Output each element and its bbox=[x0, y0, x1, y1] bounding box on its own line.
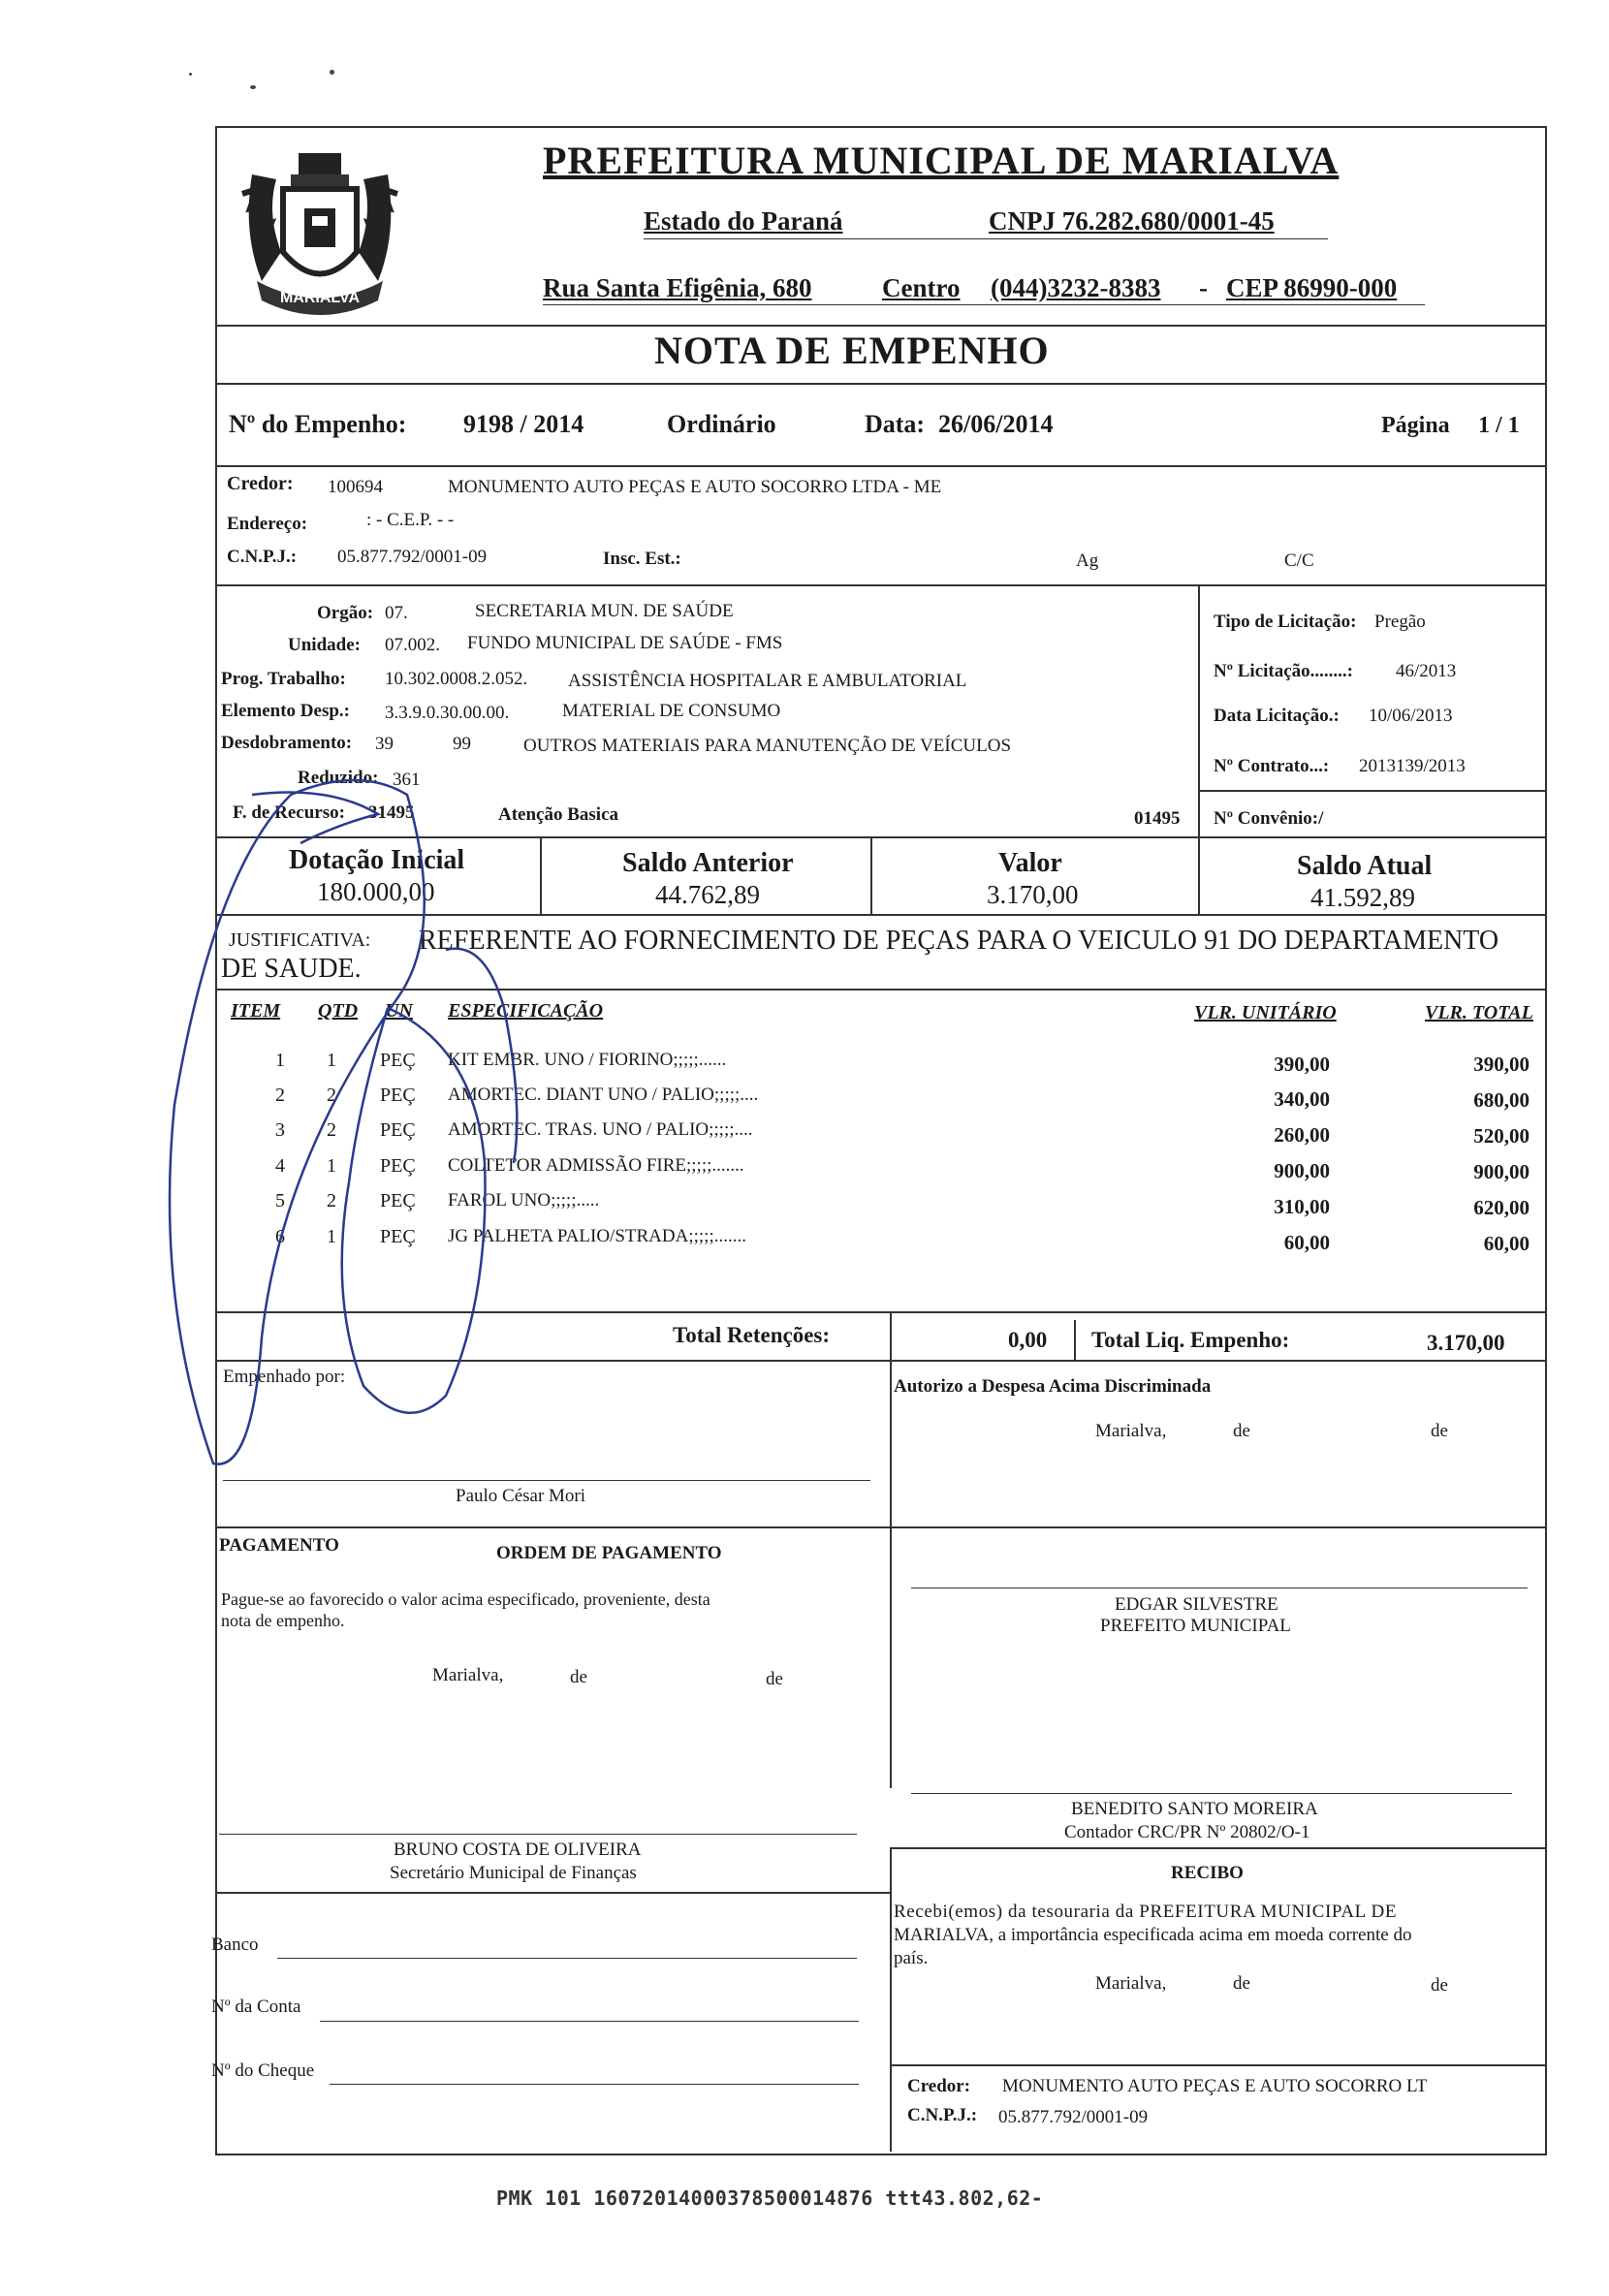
tipo-licitacao-label: Tipo de Licitação: bbox=[1214, 612, 1357, 632]
divider bbox=[215, 1311, 1545, 1313]
item-un: PEÇ bbox=[380, 1226, 416, 1247]
num-licitacao-label: Nº Licitação........: bbox=[1214, 661, 1353, 681]
col-total-value: VLR. TOTAL bbox=[1425, 1002, 1533, 1023]
item-un: PEÇ bbox=[380, 1085, 416, 1106]
num-licitacao: 46/2013 bbox=[1396, 661, 1457, 681]
address-underline bbox=[543, 304, 1425, 305]
recibo-text-1: Recebi(emos) da tesouraria da PREFEITURA MUNICIPAL DE bbox=[894, 1902, 1398, 1922]
recurso-number: 01495 bbox=[1134, 808, 1181, 829]
ag-label: Ag bbox=[1076, 550, 1099, 571]
item-un: PEÇ bbox=[380, 1155, 416, 1177]
divider bbox=[890, 2064, 1545, 2066]
pagamento-text: Pague-se ao favorecido o valor acima especificado, proveniente, desta bbox=[221, 1589, 710, 1609]
empenhado-label: Empenhado por: bbox=[223, 1367, 346, 1387]
recibo-cnpj-label: C.N.P.J.: bbox=[907, 2105, 978, 2125]
footer-code: PMK 101 16072014000378500014876 ttt43.802,62- bbox=[496, 2186, 1044, 2210]
municipality-title: PREFEITURA MUNICIPAL DE MARIALVA bbox=[543, 139, 1340, 182]
recibo-text-2: MARIALVA, a importância especificada acima em moeda corrente do bbox=[894, 1925, 1412, 1945]
item-qtd: 1 bbox=[327, 1155, 336, 1177]
elemento-name: MATERIAL DE CONSUMO bbox=[562, 701, 781, 721]
divider bbox=[215, 836, 1545, 838]
date-label: Data: bbox=[865, 410, 926, 438]
justificativa-text: REFERENTE AO FORNECIMENTO DE PEÇAS PARA O VEICULO 91 DO DEPARTAMENTO bbox=[419, 926, 1499, 956]
pagamento-text-2: nota de empenho. bbox=[221, 1611, 345, 1630]
item-total-value: 680,00 bbox=[1473, 1088, 1530, 1112]
recibo-text-3: país. bbox=[894, 1948, 929, 1968]
divider bbox=[215, 1526, 1545, 1528]
item-spec: AMORTEC. TRAS. UNO / PALIO;;;;;.... bbox=[448, 1119, 753, 1140]
credor-cnpj: 05.877.792/0001-09 bbox=[337, 547, 488, 567]
orgao-name: SECRETARIA MUN. DE SAÚDE bbox=[475, 601, 734, 621]
de-label: de bbox=[1233, 1973, 1250, 1994]
divider bbox=[540, 836, 542, 914]
credor-address: : - C.E.P. - - bbox=[366, 510, 455, 530]
col-item: ITEM bbox=[231, 1000, 281, 1022]
autorizo-text: Autorizo a Despesa Acima Discriminada bbox=[894, 1376, 1212, 1397]
cheque-line bbox=[330, 2084, 859, 2085]
secretario-title: Secretário Municipal de Finanças bbox=[390, 1863, 637, 1883]
credor-code: 100694 bbox=[328, 477, 383, 497]
divider bbox=[1074, 1320, 1076, 1361]
address-label: Rua Santa Efigênia, 680 bbox=[543, 273, 812, 302]
banco-label: Banco bbox=[211, 1934, 259, 1955]
convenio-label: Nº Convênio:/ bbox=[1214, 808, 1324, 829]
insc-label: Insc. Est.: bbox=[603, 549, 681, 569]
divider bbox=[215, 1360, 1545, 1362]
divider bbox=[1198, 790, 1545, 792]
divider bbox=[1198, 584, 1200, 836]
item-spec: COLTETOR ADMISSÃO FIRE;;;;;....... bbox=[448, 1155, 744, 1176]
divider bbox=[215, 465, 1545, 467]
cep-label: CEP 86990-000 bbox=[1226, 273, 1398, 302]
signature-line bbox=[223, 1480, 870, 1481]
empenho-date: 26/06/2014 bbox=[938, 410, 1054, 438]
item-unit-value: 310,00 bbox=[1274, 1195, 1330, 1218]
valor-value: 3.170,00 bbox=[987, 880, 1079, 909]
orgao-label: Orgão: bbox=[317, 603, 374, 623]
item-un: PEÇ bbox=[380, 1050, 416, 1071]
phone-label: (044)3232-8383 bbox=[991, 273, 1161, 302]
item-unit-value: 900,00 bbox=[1274, 1159, 1330, 1182]
credor-name: MONUMENTO AUTO PEÇAS E AUTO SOCORRO LTDA - ME bbox=[448, 477, 942, 497]
retencoes-value: 0,00 bbox=[1008, 1328, 1048, 1352]
saldo-anterior-label: Saldo Anterior bbox=[622, 848, 794, 878]
recibo-credor: MONUMENTO AUTO PEÇAS E AUTO SOCORRO LT bbox=[1002, 2076, 1428, 2096]
justificativa-label: JUSTIFICATIVA: bbox=[229, 929, 371, 951]
recurso-name: Atenção Basica bbox=[498, 804, 619, 825]
item-qtd: 2 bbox=[327, 1119, 336, 1141]
divider bbox=[870, 836, 872, 914]
cnpj-label: CNPJ 76.282.680/0001-45 bbox=[989, 206, 1275, 236]
divider bbox=[215, 1892, 890, 1894]
prefeito-name: EDGAR SILVESTRE bbox=[1115, 1594, 1278, 1615]
empenho-label: Nº do Empenho: bbox=[229, 410, 407, 438]
reduzido-value: 361 bbox=[393, 770, 421, 790]
item-spec: FAROL UNO;;;;;..... bbox=[448, 1190, 600, 1211]
prog-code: 10.302.0008.2.052. bbox=[385, 669, 528, 689]
prog-name: ASSISTÊNCIA HOSPITALAR E AMBULATORIAL bbox=[568, 671, 967, 691]
retencoes-label: Total Retenções: bbox=[673, 1323, 831, 1347]
reduzido-label: Reduzido: bbox=[298, 768, 379, 788]
cheque-label: Nº do Cheque bbox=[211, 2060, 315, 2081]
divider bbox=[215, 584, 1545, 586]
empenho-number: 9198 / 2014 bbox=[463, 410, 584, 438]
item-qtd: 1 bbox=[327, 1226, 336, 1247]
item-qtd: 2 bbox=[327, 1190, 336, 1211]
address-field-label: Endereço: bbox=[227, 514, 308, 534]
recibo-credor-label: Credor: bbox=[907, 2076, 971, 2096]
item-unit-value: 340,00 bbox=[1274, 1087, 1330, 1111]
city-label: Marialva, bbox=[1095, 1421, 1167, 1441]
dotacao-label: Dotação Inicial bbox=[289, 845, 465, 875]
divider bbox=[215, 914, 1545, 916]
city-label: Marialva, bbox=[432, 1665, 504, 1685]
saldo-atual-label: Saldo Atual bbox=[1297, 851, 1433, 881]
saldo-atual-value: 41.592,89 bbox=[1310, 883, 1415, 912]
col-spec: ESPECIFICAÇÃO bbox=[448, 1000, 604, 1022]
item-unit-value: 60,00 bbox=[1283, 1231, 1330, 1254]
scan-speck bbox=[250, 85, 256, 89]
pagamento-label: PAGAMENTO bbox=[219, 1535, 339, 1556]
justificativa-text-2: DE SAUDE. bbox=[221, 954, 362, 984]
liq-label: Total Liq. Empenho: bbox=[1091, 1328, 1290, 1352]
item-total-value: 900,00 bbox=[1473, 1160, 1530, 1183]
item-qtd: 2 bbox=[327, 1085, 336, 1106]
item-total-value: 620,00 bbox=[1473, 1196, 1530, 1219]
item-spec: JG PALHETA PALIO/STRADA;;;;;....... bbox=[448, 1226, 746, 1246]
signature-line bbox=[911, 1793, 1512, 1794]
empenho-type: Ordinário bbox=[667, 410, 776, 438]
divider bbox=[890, 1847, 1545, 1849]
valor-label: Valor bbox=[998, 848, 1062, 878]
prefeito-title: PREFEITO MUNICIPAL bbox=[1100, 1616, 1291, 1636]
de-label: de bbox=[766, 1669, 783, 1689]
cc-label: C/C bbox=[1284, 550, 1314, 571]
desdob-name: OUTROS MATERIAIS PARA MANUTENÇÃO DE VEÍCULOS bbox=[523, 736, 1012, 756]
de-label: de bbox=[1431, 1975, 1448, 1996]
divider bbox=[890, 1311, 892, 1360]
municipal-seal-icon bbox=[223, 136, 417, 330]
divider bbox=[215, 989, 1545, 991]
district-label: Centro bbox=[882, 273, 961, 302]
item-un: PEÇ bbox=[380, 1190, 416, 1211]
divider bbox=[890, 1526, 892, 1788]
divider bbox=[215, 383, 1545, 385]
liq-value: 3.170,00 bbox=[1427, 1331, 1505, 1355]
item-number: 3 bbox=[275, 1119, 285, 1141]
city-label: Marialva, bbox=[1095, 1973, 1167, 1994]
item-number: 4 bbox=[275, 1155, 285, 1177]
data-licitacao-label: Data Licitação.: bbox=[1214, 706, 1340, 726]
de-label: de bbox=[570, 1667, 587, 1687]
prog-label: Prog. Trabalho: bbox=[221, 669, 346, 689]
credor-cnpj-label: C.N.P.J.: bbox=[227, 547, 298, 567]
contador-title: Contador CRC/PR Nº 20802/O-1 bbox=[1064, 1822, 1310, 1842]
tipo-licitacao: Pregão bbox=[1374, 612, 1426, 632]
de-label: de bbox=[1431, 1421, 1448, 1441]
ordem-pagamento: ORDEM DE PAGAMENTO bbox=[496, 1543, 722, 1563]
item-number: 1 bbox=[275, 1050, 285, 1071]
item-number: 5 bbox=[275, 1190, 285, 1211]
state-label: Estado do Paraná bbox=[644, 206, 843, 236]
data-licitacao: 10/06/2013 bbox=[1369, 706, 1453, 726]
secretario-name: BRUNO COSTA DE OLIVEIRA bbox=[394, 1840, 642, 1860]
contador-name: BENEDITO SANTO MOREIRA bbox=[1071, 1799, 1318, 1819]
desdob-label: Desdobramento: bbox=[221, 733, 353, 753]
contrato: 2013139/2013 bbox=[1359, 756, 1466, 776]
signature-line bbox=[219, 1834, 857, 1835]
item-spec: KIT EMBR. UNO / FIORINO;;;;;...... bbox=[448, 1050, 727, 1070]
col-un: UN bbox=[385, 1000, 413, 1022]
contrato-label: Nº Contrato...: bbox=[1214, 756, 1330, 776]
empenhado-name: Paulo César Mori bbox=[456, 1486, 586, 1506]
orgao-code: 07. bbox=[385, 603, 408, 623]
item-number: 6 bbox=[275, 1226, 285, 1247]
elemento-code: 3.3.9.0.30.00.00. bbox=[385, 703, 510, 723]
col-unit-value: VLR. UNITÁRIO bbox=[1194, 1002, 1337, 1023]
conta-label: Nº da Conta bbox=[211, 1997, 301, 2017]
item-unit-value: 390,00 bbox=[1274, 1053, 1330, 1076]
recurso-code: 31495 bbox=[368, 802, 415, 823]
de-label: de bbox=[1233, 1421, 1250, 1441]
divider bbox=[215, 325, 1545, 327]
item-total-value: 390,00 bbox=[1473, 1053, 1530, 1076]
recibo-title: RECIBO bbox=[1171, 1863, 1244, 1883]
elemento-label: Elemento Desp.: bbox=[221, 701, 350, 721]
credor-label: Credor: bbox=[227, 473, 294, 494]
item-unit-value: 260,00 bbox=[1274, 1123, 1330, 1147]
divider bbox=[890, 1847, 892, 2152]
item-un: PEÇ bbox=[380, 1119, 416, 1141]
desdob-code1: 39 bbox=[375, 734, 394, 754]
saldo-anterior-value: 44.762,89 bbox=[655, 880, 760, 909]
scan-speck bbox=[330, 70, 334, 75]
unidade-code: 07.002. bbox=[385, 635, 440, 655]
state-underline bbox=[644, 238, 1328, 239]
item-total-value: 520,00 bbox=[1473, 1124, 1530, 1148]
unidade-name: FUNDO MUNICIPAL DE SAÚDE - FMS bbox=[467, 633, 783, 653]
recurso-label: F. de Recurso: bbox=[233, 802, 345, 823]
scan-speck bbox=[189, 73, 192, 76]
page-label: Página bbox=[1381, 413, 1450, 438]
recibo-cnpj: 05.877.792/0001-09 bbox=[998, 2107, 1149, 2127]
seal-text: MARIALVA bbox=[279, 290, 361, 306]
page-number: 1 / 1 bbox=[1478, 413, 1520, 438]
divider bbox=[1198, 836, 1200, 914]
desdob-code2: 99 bbox=[453, 734, 471, 754]
col-qtd: QTD bbox=[318, 1000, 359, 1022]
conta-line bbox=[320, 2021, 859, 2022]
item-total-value: 60,00 bbox=[1483, 1232, 1530, 1255]
item-number: 2 bbox=[275, 1085, 285, 1106]
phone-separator: - bbox=[1199, 273, 1208, 302]
unidade-label: Unidade: bbox=[288, 635, 361, 655]
item-qtd: 1 bbox=[327, 1050, 336, 1071]
banco-line bbox=[277, 1958, 857, 1959]
item-spec: AMORTEC. DIANT UNO / PALIO;;;;;.... bbox=[448, 1085, 759, 1105]
divider bbox=[890, 1360, 892, 1526]
dotacao-value: 180.000,00 bbox=[317, 877, 435, 906]
doc-title: NOTA DE EMPENHO bbox=[654, 329, 1050, 372]
